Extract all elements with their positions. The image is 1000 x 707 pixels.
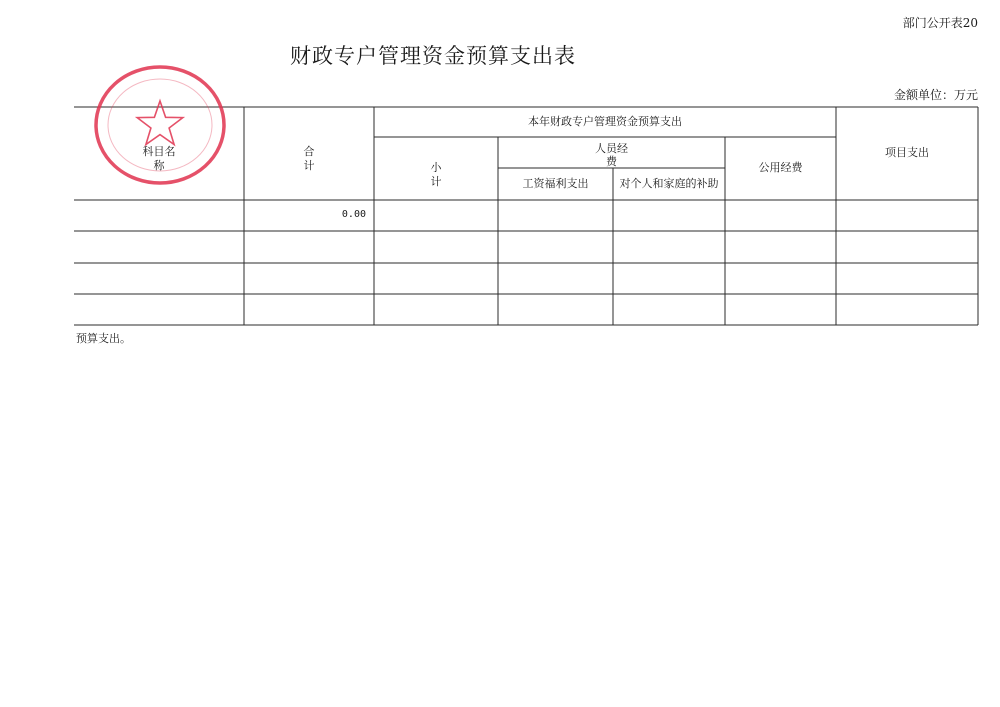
header-subject-line2: 称: [153, 159, 165, 172]
form-code: 部门公开表20: [902, 16, 978, 30]
page-title: 财政专户管理资金预算支出表: [290, 44, 576, 68]
header-personnel-line2: 费: [606, 155, 617, 168]
header-project: 项目支出: [885, 146, 929, 159]
official-seal: [90, 60, 230, 190]
header-personnel-line1: 人员经: [595, 142, 628, 155]
header-subsidy: 对个人和家庭的补助: [619, 177, 719, 190]
amount-unit: 金额单位：万元: [893, 88, 978, 102]
star-icon: [137, 101, 183, 145]
footnote: 预算支出。: [76, 332, 131, 345]
header-total-line2: 计: [303, 159, 315, 172]
header-salary: 工资福利支出: [522, 177, 589, 190]
header-public-funds: 公用经费: [758, 161, 803, 174]
header-budget-group: 本年财政专户管理资金预算支出: [528, 115, 682, 128]
header-subject-line1: 科目名: [142, 145, 176, 158]
header-total-line1: 合: [303, 145, 315, 158]
header-subtotal-line2: 计: [430, 175, 442, 188]
header-subtotal-line1: 小: [430, 161, 442, 174]
row1-total: 0.00: [341, 209, 366, 220]
